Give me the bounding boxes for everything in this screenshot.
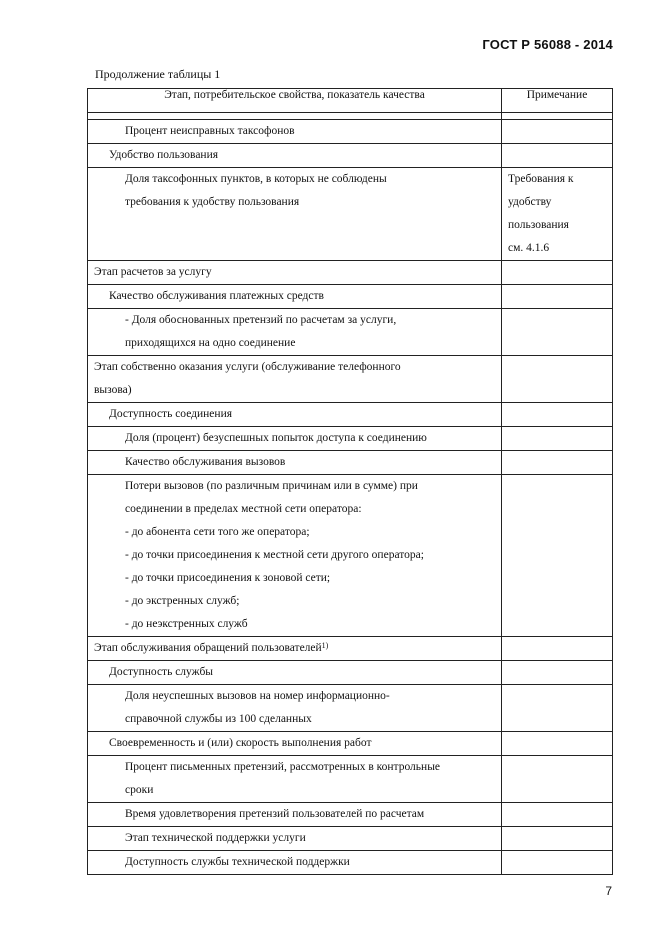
table-row [88,309,613,356]
table-row [88,732,613,756]
row-text: Процент письменных претензий, рассмотренных в контрольные [125,761,441,773]
row-text: Доля (процент) безуспешных попыток доступа к соединению [125,432,427,444]
table-header-row [88,89,613,113]
table-row [88,168,613,261]
table-row [88,637,613,661]
table-row [88,803,613,827]
note-text: Требования к [508,173,574,185]
row-text: Своевременность и (или) скорость выполнения работ [109,737,372,749]
table-row [88,356,613,403]
page-number: 7 [605,884,612,898]
row-text: Доступность службы [109,666,214,678]
note-text: удобству [508,196,552,208]
table-row [88,144,613,168]
row-text: требования к удобству пользования [125,196,300,208]
row-text: Доступность соединения [109,408,233,420]
row-text: сроки [125,784,154,796]
table-row [88,120,613,144]
row-text: Этап собственно оказания услуги (обслуживание телефонного [94,361,401,373]
row-text: соединении в пределах местной сети оператора: [125,503,362,515]
row-text: Доля неуспешных вызовов на номер информационно- [125,690,390,702]
table-row [88,451,613,475]
row-text: приходящихся на одно соединение [125,337,296,349]
table-row [88,756,613,803]
table-row [88,851,613,875]
row-text: - до абонента сети того же оператора; [125,526,310,538]
row-text-main: Этап обслуживания обращений пользователей [94,642,322,654]
row-text: справочной службы из 100 сделанных [125,713,312,725]
note-text: см. 4.1.6 [508,242,550,254]
row-text: Процент неисправных таксофонов [125,125,295,137]
table-row [88,285,613,309]
quality-indicators-table [87,88,613,875]
standard-number: ГОСТ Р 56088 - 2014 [482,37,613,52]
table-row [88,403,613,427]
row-text: Этап расчетов за услугу [94,266,212,278]
row-text: Удобство пользования [109,149,219,161]
row-text: Качество обслуживания платежных средств [109,290,324,302]
row-text [88,637,501,660]
row-text: - до неэкстренных служб [125,618,248,630]
table-row [88,427,613,451]
footnote-marker: 1) [321,641,329,650]
table-row [88,827,613,851]
row-text: Этап технической поддержки услуги [125,832,306,844]
row-text: Потери вызовов (по различным причинам или в сумме) при [125,480,418,492]
row-text: Время удовлетворения претензий пользователей по расчетам [125,808,425,820]
row-text: Доля таксофонных пунктов, в которых не соблюдены [125,173,387,185]
table-gap-row [88,113,613,120]
table-row [88,261,613,285]
row-text: - до точки присоединения к местной сети другого оператора; [125,549,424,561]
row-text: - до точки присоединения к зоновой сети; [125,572,331,584]
row-text: вызова) [94,384,132,396]
table-row [88,685,613,732]
table-row [88,661,613,685]
row-text: Доступность службы технической поддержки [125,856,350,868]
table-caption: Продолжение таблицы 1 [95,67,221,81]
column-header-stage: Этап, потребительское свойства, показатель качества [88,89,502,113]
table-row [88,475,613,637]
column-header-note: Примечание [502,89,613,113]
row-text: - до экстренных служб; [125,595,240,607]
row-text: - Доля обоснованных претензий по расчетам за услуги, [125,314,397,326]
note-text: пользования [508,219,569,231]
row-text: Качество обслуживания вызовов [125,456,286,468]
